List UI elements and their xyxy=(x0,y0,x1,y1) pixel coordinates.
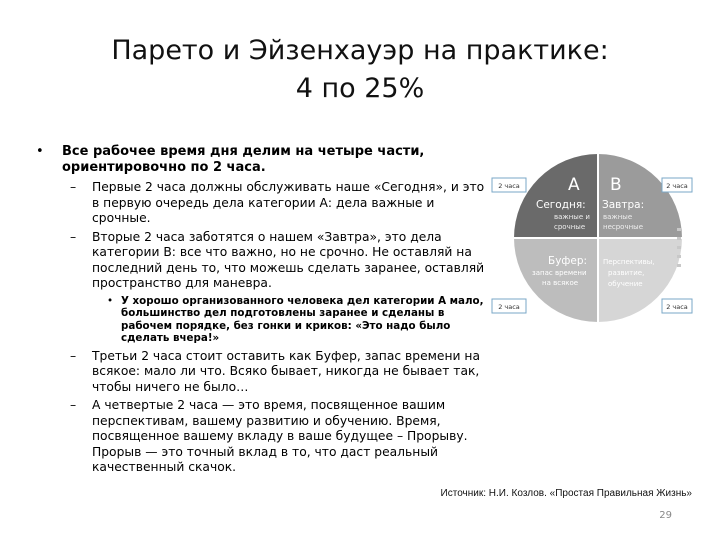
q4-line-1: Перспективы, xyxy=(603,258,655,266)
sub-bullet-3-text: Третьи 2 часа стоит оставить как Буфер, запас времени на всякое: мало ли что. Всяко бывает, никогда не бывает так, чтобы ничего не было… xyxy=(92,348,480,394)
page-number: 29 xyxy=(659,510,672,521)
bullet-marker: • xyxy=(107,294,114,307)
time-quadrant-diagram xyxy=(488,152,693,332)
q2-title: Завтра: xyxy=(602,199,645,211)
q2-line-1: важные xyxy=(603,213,633,221)
slide-title xyxy=(40,32,680,108)
nested-bullet-text: У хорошо организованного человека дел категории А мало, большинство дел подготовлены заранее и сделаны в рабочем порядке, без гонки и криков: «Это надо было сделать вчера!» xyxy=(121,294,484,345)
q4-line-3: обучение xyxy=(608,280,643,288)
dash-marker: – xyxy=(70,229,77,244)
q3-line-1: запас времени xyxy=(532,269,587,277)
tag-top-right xyxy=(662,178,692,192)
tag-tl-text: 2 часа xyxy=(498,182,520,190)
tag-top-left xyxy=(492,178,526,192)
q3-title: Буфер: xyxy=(548,255,588,267)
sub-bullet-2 xyxy=(36,230,488,292)
tag-bottom-right xyxy=(662,299,692,313)
q1-title: Сегодня: xyxy=(536,199,586,211)
sub-bullet-1-text: Первые 2 часа должны обслуживать наше «Сегодня», и это в первую очередь дела категории А: дела важные и срочные. xyxy=(92,180,485,225)
quadrant-svg xyxy=(488,152,693,332)
bullet-marker: • xyxy=(36,144,44,159)
slide-body xyxy=(36,144,488,479)
tag-br-text: 2 часа xyxy=(666,303,688,311)
q3-line-2: на всякое xyxy=(542,279,579,287)
nested-bullet xyxy=(36,295,488,345)
tag-bl-text: 2 часа xyxy=(498,303,520,311)
tag-bottom-left xyxy=(492,299,526,313)
title-line-2: 4 по 25% xyxy=(295,73,425,104)
sub-bullet-4 xyxy=(36,398,488,476)
tag-tr-text: 2 часа xyxy=(666,182,688,190)
letter-b: В xyxy=(610,175,622,195)
title-line-1: Парето и Эйзенхауэр на практике: xyxy=(111,35,609,66)
quadrant-a xyxy=(514,154,598,238)
sub-bullet-3 xyxy=(36,349,488,396)
sub-bullet-2-text: Вторые 2 часа заботятся о нашем «Завтра», это дела категории В: все что важно, но не срочно. Не оставляй на последний день то, что можешь сделать заранее, оставляй пространство для маневра. xyxy=(92,229,485,290)
dash-marker: – xyxy=(70,180,77,194)
q1-line-2: срочные xyxy=(554,223,586,231)
sub-bullet-1 xyxy=(36,180,488,227)
bullet-main xyxy=(36,144,488,176)
q2-line-2: несрочные xyxy=(603,223,644,231)
source-citation: Источник: Н.И. Козлов. «Простая Правильная Жизнь» xyxy=(440,488,692,499)
bullet-main-text: Все рабочее время дня делим на четыре части, ориентировочно по 2 часа. xyxy=(62,144,425,175)
q4-line-2: развитие, xyxy=(608,269,645,277)
quadrant-b xyxy=(598,154,682,238)
letter-a: А xyxy=(568,175,580,195)
quadrant-buffer xyxy=(514,238,598,322)
sub-bullet-4-text: А четвертые 2 часа — это время, посвященное вашим перспективам, вашему развитию и обучению. Время, посвященное вашему вкладу в ваше будущее – Прорыву. Прорыв — это точный вклад в то, что даст реальный качественный скачок. xyxy=(92,398,468,475)
dash-marker: – xyxy=(70,348,77,363)
dash-marker: – xyxy=(70,398,77,413)
q1-line-1: важные и xyxy=(554,213,590,221)
